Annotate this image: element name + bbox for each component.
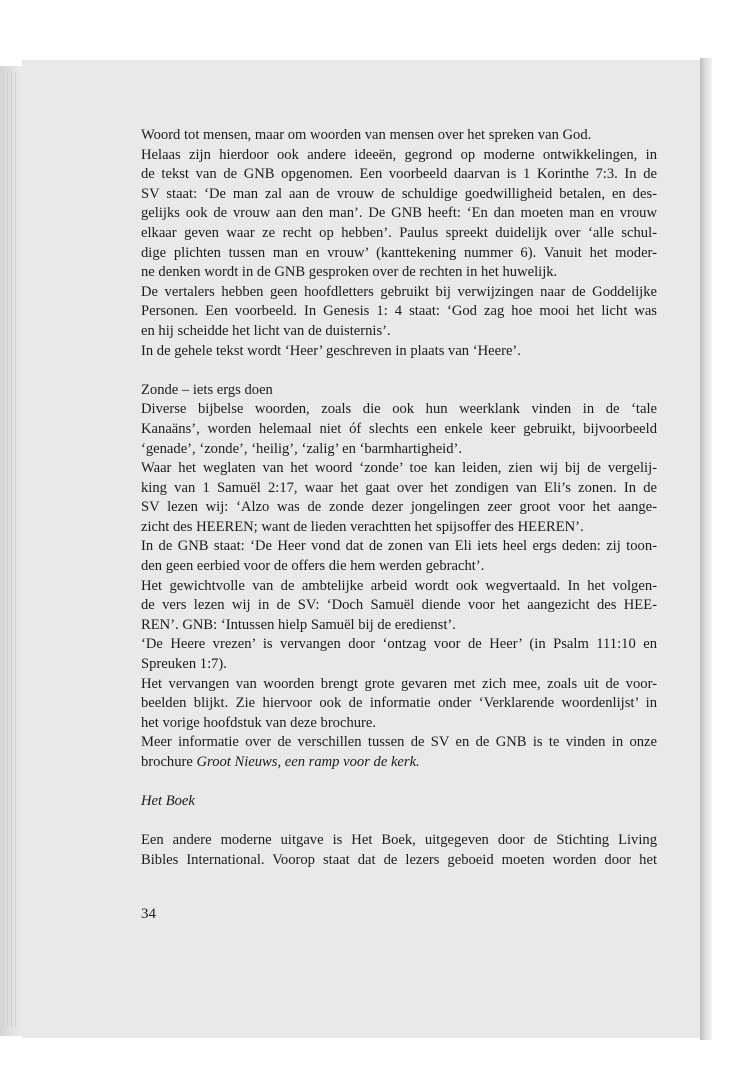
- text-line: In de GNB staat: ‘De Heer vond dat de zonen van Eli iets heel ergs deden: zij toon-: [141, 538, 657, 555]
- text-line: Meer informatie over de verschillen tussen de SV en de GNB is te vinden in onze: [141, 734, 657, 751]
- text-line: dige plichten tussen man en vrouw’ (kanttekening nummer 6). Vanuit het moder-: [141, 244, 657, 261]
- paragraph: [141, 342, 657, 362]
- text-line: Helaas zijn hierdoor ook andere ideeën, gegrond op moderne ontwikkelingen, in: [141, 146, 657, 163]
- text-line: de vers lezen wij in de SV: ‘Doch Samuël diende voor het aangezicht des HEE-: [141, 597, 657, 614]
- text-line: Personen. Een voorbeeld. In Genesis 1: 4 staat: ‘God zag hoe mooi het licht was: [141, 303, 657, 320]
- paragraph: [141, 146, 657, 283]
- paragraph: [141, 459, 657, 537]
- paragraph: [141, 537, 657, 576]
- text-line: Het gewichtvolle van de ambtelijke arbeid wordt ook wegvertaald. In het volgen-: [141, 577, 657, 594]
- brochure-title: Groot Nieuws, een ramp voor de kerk.: [196, 754, 420, 770]
- section-heading-zonde: Zonde – iets ergs doen: [141, 381, 273, 398]
- book-edge-pages: [3, 72, 19, 1027]
- text-line: Woord tot mensen, maar om woorden van mensen over het spreken van God.: [141, 127, 592, 143]
- section-heading-het-boek: Het Boek: [141, 793, 195, 810]
- text-line: ne denken wordt in de GNB gesproken over de rechten in het huwelijk.: [141, 264, 558, 281]
- text-line: [141, 753, 657, 773]
- paragraph: [141, 635, 657, 674]
- page-number: 34: [141, 906, 156, 922]
- paragraph: [141, 675, 657, 734]
- book-edge-right: [700, 58, 712, 1040]
- text-line: gelijks ook de vrouw aan den man’. De GNB heeft: ‘En dan moeten man en vrouw: [141, 205, 657, 222]
- text-line: Spreuken 1:7).: [141, 656, 227, 673]
- section-spacer: [141, 812, 657, 832]
- text-fragment: brochure: [141, 754, 197, 770]
- text-line: Bibles International. Voorop staat dat de lezers geboeid moeten worden door het: [141, 851, 657, 868]
- text-line: SV staat: ‘De man zal aan de vrouw de schuldige goedwilligheid betalen, en des-: [141, 185, 657, 202]
- text-line: en hij scheidde het licht van de duisternis’.: [141, 322, 391, 339]
- text-line: Kanaäns’, worden helemaal niet óf slechts een enkele keer gebruikt, bijvoorbeeld: [141, 420, 657, 437]
- text-line: ‘De Heere vrezen’ is vervangen door ‘ontzag voor de Heer’ (in Psalm 111:10 en: [141, 636, 657, 653]
- text-line: Een andere moderne uitgave is Het Boek, uitgegeven door de Stichting Living: [141, 832, 657, 849]
- paragraph: [141, 577, 657, 636]
- text-line: elkaar geven waar ze recht op hebben’. Paulus spreekt duidelijk over ‘alle schul-: [141, 224, 657, 241]
- text-line: beelden blijkt. Zie hiervoor ook de informatie onder ‘Verklarende woordenlijst’ in: [141, 695, 657, 712]
- paragraph: [141, 831, 657, 870]
- text-line: king van 1 Samuël 2:17, waar het gaat over het zondigen van Eli’s zonen. In de: [141, 479, 657, 496]
- text-line: zicht des HEEREN; want de lieden verachtten het spijsoffer des HEEREN’.: [141, 518, 584, 535]
- text-line: Diverse bijbelse woorden, zoals die ook hun weerklank vinden in de ‘tale: [141, 401, 657, 418]
- text-line: SV lezen wij: ‘Alzo was de zonde dezer jongelingen zeer groot voor het aange-: [141, 499, 657, 516]
- text-line: de tekst van de GNB opgenomen. Een voorbeeld daarvan is 1 Korinthe 7:3. In de: [141, 166, 657, 183]
- paragraph: [141, 400, 657, 459]
- text-line: ‘genade’, ‘zonde’, ‘heilig’, ‘zalig’ en ‘barmhartigheid’.: [141, 440, 463, 457]
- text-line: De vertalers hebben geen hoofdletters gebruikt bij verwijzingen naar de Goddelijke: [141, 283, 657, 300]
- paragraph: [141, 283, 657, 342]
- paragraph: [141, 126, 657, 146]
- text-line: het vorige hoofdstuk van deze brochure.: [141, 714, 377, 731]
- section-spacer: [141, 361, 657, 381]
- paragraph: [141, 733, 657, 772]
- text-line: REN’. GNB: ‘Intussen hielp Samuël bij de eredienst’.: [141, 616, 456, 633]
- text-line: den geen eerbied voor de offers die hem werden gebracht’.: [141, 558, 485, 575]
- text-line: Het vervangen van woorden brengt grote gevaren met zich mee, zoals uit de voor-: [141, 675, 657, 692]
- text-line: In de gehele tekst wordt ‘Heer’ geschreven in plaats van ‘Heere’.: [141, 342, 521, 359]
- page-body-text: [141, 126, 657, 871]
- text-line: Waar het weglaten van het woord ‘zonde’ toe kan leiden, zien wij bij de vergelij-: [141, 460, 657, 477]
- section-spacer: [141, 773, 657, 793]
